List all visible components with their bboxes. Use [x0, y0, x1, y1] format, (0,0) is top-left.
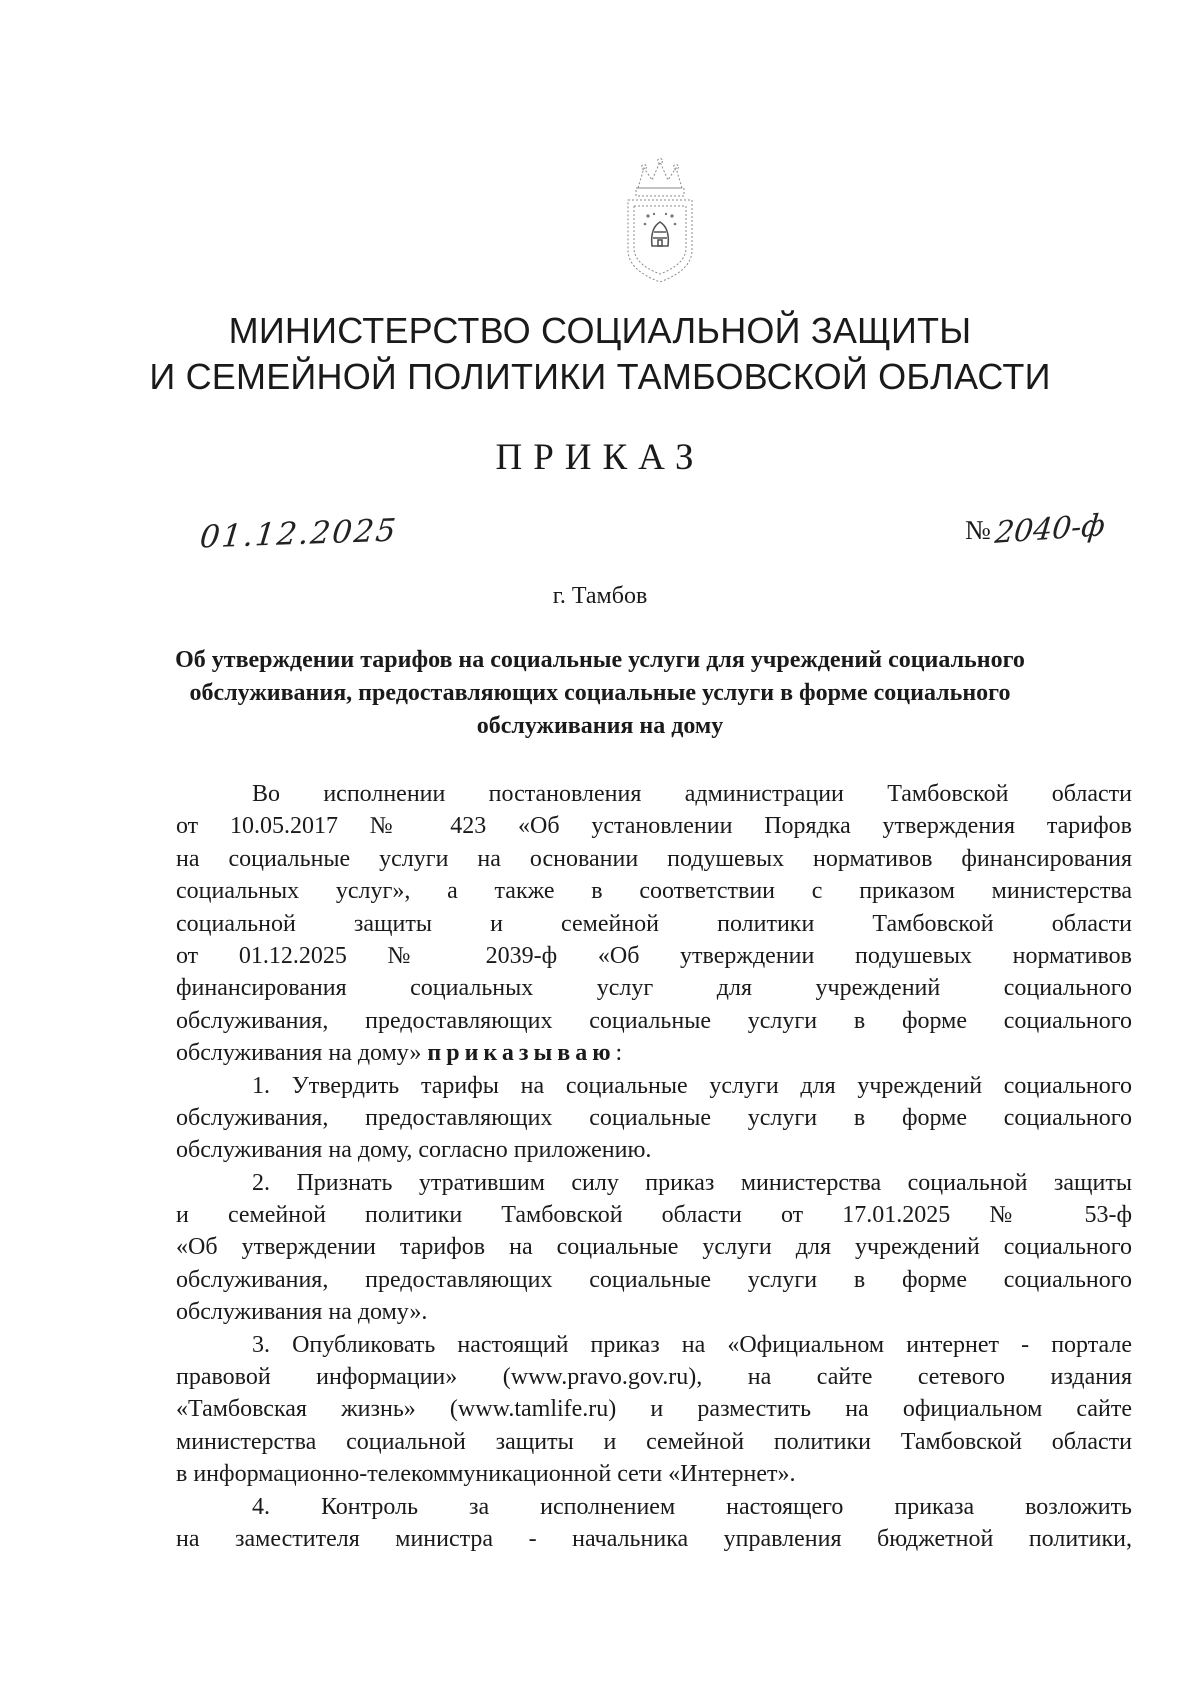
preamble-line: финансирования социальных услуг для учреждений социального — [176, 975, 1132, 1002]
order-word: приказываю — [427, 1040, 616, 1067]
subject-line-2: обслуживания, предоставляющих социальные услуги в форме социального — [189, 680, 1011, 706]
preamble-last-line — [176, 1037, 1132, 1069]
preamble-line: обслуживания, предоставляющих социальные услуги в форме социального — [176, 1007, 1132, 1034]
item-2-line: 2. Признать утратившим силу приказ министерства социальной защиты — [252, 1169, 1132, 1196]
city-line: г. Тамбов — [552, 583, 648, 609]
item-2-line: обслуживания, предоставляющих социальные услуги в форме социального — [176, 1266, 1132, 1293]
item-3-line: «Тамбовская жизнь» (www.tamlife.ru) и разместить на официальном сайте — [176, 1396, 1132, 1423]
order-subject — [150, 644, 1050, 743]
item-3-line: 3. Опубликовать настоящий приказ на «Официальном интернет - портале — [252, 1331, 1132, 1358]
ministry-name-line-2: И СЕМЕЙНОЙ ПОЛИТИКИ ТАМБОВСКОЙ ОБЛАСТИ — [149, 356, 1051, 397]
coat-of-arms-icon — [610, 158, 710, 286]
preamble-line: социальных услуг», а также в соответствии с приказом министерства — [176, 878, 1132, 905]
subject-line-3: обслуживания на дому — [476, 713, 724, 739]
number-sign: № — [965, 515, 991, 545]
item-2-line: «Об утверждении тарифов на социальные услуги для учреждений социального — [176, 1234, 1132, 1261]
document-type-title: ПРИКАЗ — [495, 437, 705, 478]
item-4-line: на заместителя министра - начальника управления бюджетной политики, — [176, 1525, 1132, 1552]
order-body — [176, 778, 1132, 1555]
item-2-line: и семейной политики Тамбовской области от 17.01.2025 № 53-ф — [176, 1202, 1132, 1229]
ministry-name — [0, 308, 1200, 400]
ministry-name-line-1: МИНИСТЕРСТВО СОЦИАЛЬНОЙ ЗАЩИТЫ — [228, 310, 972, 351]
handwritten-date: 01.12.2025 — [198, 512, 400, 556]
preamble-line: обслуживания на дому» — [176, 1040, 422, 1067]
handwritten-number: 2040-ф — [993, 507, 1107, 552]
document-number — [965, 507, 1107, 552]
order-colon: : — [615, 1040, 623, 1067]
item-3-line: в информационно-телекоммуникационной сети «Интернет». — [176, 1461, 796, 1488]
subject-line-1: Об утверждении тарифов на социальные услуги для учреждений социального — [175, 647, 1025, 673]
item-4-line: 4. Контроль за исполнением настоящего приказа возложить — [252, 1493, 1132, 1520]
item-1-line: 1. Утвердить тарифы на социальные услуги для учреждений социального — [252, 1072, 1132, 1099]
item-2-line: обслуживания на дому». — [176, 1299, 428, 1326]
item-1-line: обслуживания, предоставляющих социальные услуги в форме социального — [176, 1104, 1132, 1131]
preamble-line: от 01.12.2025 № 2039-ф «Об утверждении подушевых нормативов — [176, 942, 1132, 969]
preamble-line: от 10.05.2017 № 423 «Об установлении Порядка утверждения тарифов — [176, 813, 1132, 840]
preamble-line: социальной защиты и семейной политики Тамбовской области — [176, 910, 1132, 937]
preamble-line: Во исполнении постановления администрации Тамбовской области — [252, 781, 1132, 807]
item-1-line: обслуживания на дому, согласно приложению. — [176, 1137, 652, 1164]
item-3-line: министерства социальной защиты и семейной политики Тамбовской области — [176, 1428, 1132, 1455]
preamble-line: на социальные услуги на основании подушевых нормативов финансирования — [176, 845, 1132, 872]
item-3-line: правовой информации» (www.pravo.gov.ru), на сайте сетевого издания — [176, 1364, 1132, 1391]
